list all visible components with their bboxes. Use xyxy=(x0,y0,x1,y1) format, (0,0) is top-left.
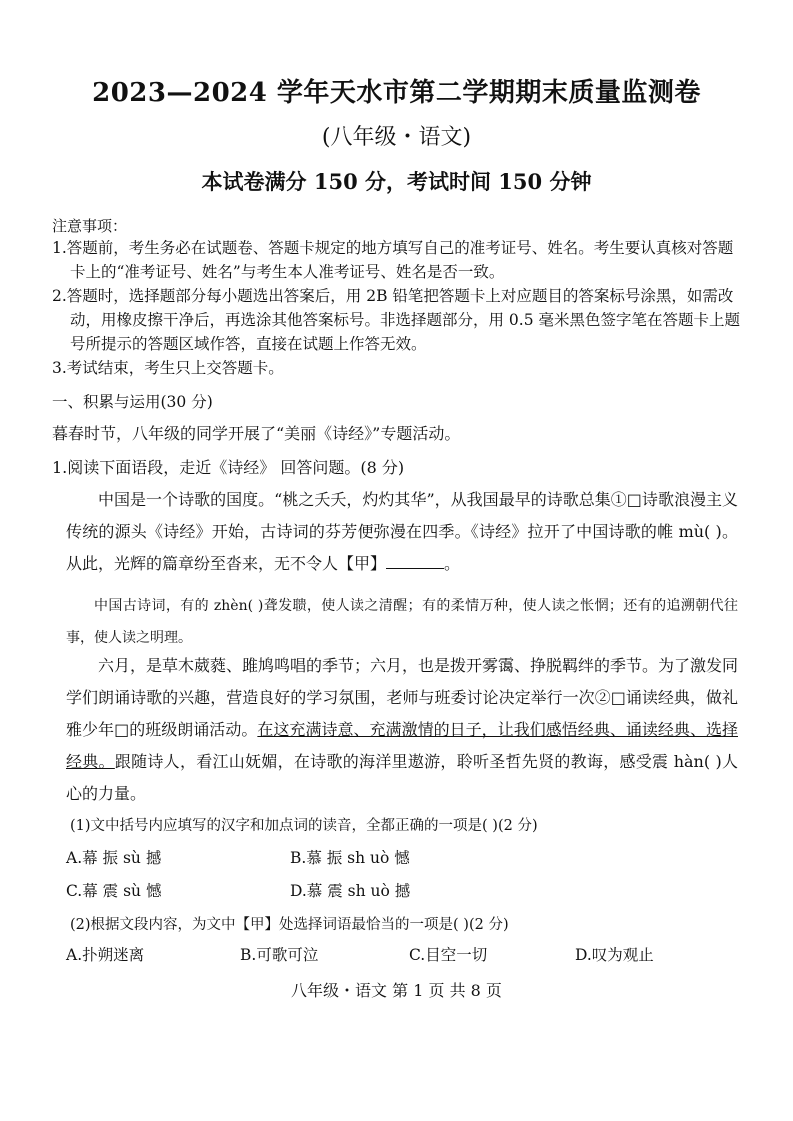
option-d: D.慕 震 sh uò 撼 xyxy=(290,882,411,900)
question-1-stem: 1.阅读下面语段，走近《诗经》 回答问题。(8 分) xyxy=(52,458,405,477)
option-a: A.扑朔迷离 xyxy=(66,946,145,964)
option-c: C.目空一切 xyxy=(409,946,488,964)
passage-text: 。 xyxy=(444,554,461,573)
notice-item: 2.答题时，选择题部分每小题选出答案后，用 2B 铅笔把答题卡上对应题目的答案标号涂黑，如需改动，用橡皮擦干净后，再选涂其他答案标号。非选择题部分，用 0.5 毫米黑色签字笔在答题卡上题号所提示的答题区域作答，直接在试题上作答无效。 xyxy=(52,287,741,353)
answer-blank xyxy=(386,554,444,569)
notice-heading: 注意事项： xyxy=(52,217,128,235)
exam-info: 本试卷满分 150 分，考试时间 150 分钟 xyxy=(201,169,592,194)
sub-question-1-stem: (1)文中括号内应填写的汉字和加点词的读音，全都正确的一项是( )(2 分) xyxy=(70,818,538,834)
page-subtitle: (八年级・语文) xyxy=(321,125,472,150)
passage-paragraph-3 xyxy=(66,650,738,810)
passage-text: 中国是一个诗歌的国度。“桃之夭夭，灼灼其华”，从我国最早的诗歌总集①□诗歌浪漫主义传统的源头《诗经》开始，古诗词的芬芳便弥漫在四季。《诗经》拉开了中国诗歌的帷 mù( )。从此，光辉的篇章纷至沓来，无不令人【甲】 xyxy=(66,490,738,573)
option-b: B.慕 振 sh uò 憾 xyxy=(290,849,410,867)
page-title: 2023—2024 学年天水市第二学期期末质量监测卷 xyxy=(92,78,701,108)
sub-question-2-stem: (2)根据文段内容，为文中【甲】处选择词语最恰当的一项是( )(2 分) xyxy=(70,917,509,933)
passage-text: 中国古诗词，有的 zhèn( )聋发聩，使人读之清醒；有的柔情万种，使人读之怅惘；还有的追溯朝代往事，使人读之明理。 xyxy=(66,598,738,646)
option-b: B.可歌可泣 xyxy=(240,946,319,964)
option-a: A.幕 振 sù 撼 xyxy=(66,849,162,867)
notice-item: 1.答题前，考生务必在试题卷、答题卡规定的地方填写自己的准考证号、姓名。考生要认真核对答题卡上的“准考证号、姓名”与考生本人准考证号、姓名是否一致。 xyxy=(52,239,734,281)
notice-item: 3.考试结束，考生只上交答题卡。 xyxy=(52,359,284,377)
option-c: C.幕 震 sù 憾 xyxy=(66,882,162,900)
activity-intro: 暮春时节，八年级的同学开展了“美丽《诗经》”专题活动。 xyxy=(52,424,461,443)
passage-paragraph-1 xyxy=(66,484,738,580)
underlined-sentence: 在这充满诗意、充满激情的日子，让我们感悟经典、诵读经典、选择经典。 xyxy=(66,720,738,771)
page-footer: 八年级・语文 第 1 页 共 8 页 xyxy=(291,981,502,1000)
section-heading: 一、积累与运用(30 分) xyxy=(52,393,213,411)
notice-list xyxy=(52,236,742,380)
passage-paragraph-2 xyxy=(66,590,738,654)
passage-text: 跟随诗人，看江山妩媚，在诗歌的海洋里遨游，聆听圣哲先贤的教诲，感受震 hàn( )人心的力量。 xyxy=(66,752,738,803)
option-d: D.叹为观止 xyxy=(575,946,654,964)
passage-text: 六月，是草木葳蕤、雎鸠鸣唱的季节；六月，也是拨开雾霭、挣脱羁绊的季节。为了激发同学们朗诵诗歌的兴趣，营造良好的学习氛围，老师与班委讨论决定举行一次②□诵读经典，做礼雅少年□的班级朗诵活动。 xyxy=(66,656,739,739)
